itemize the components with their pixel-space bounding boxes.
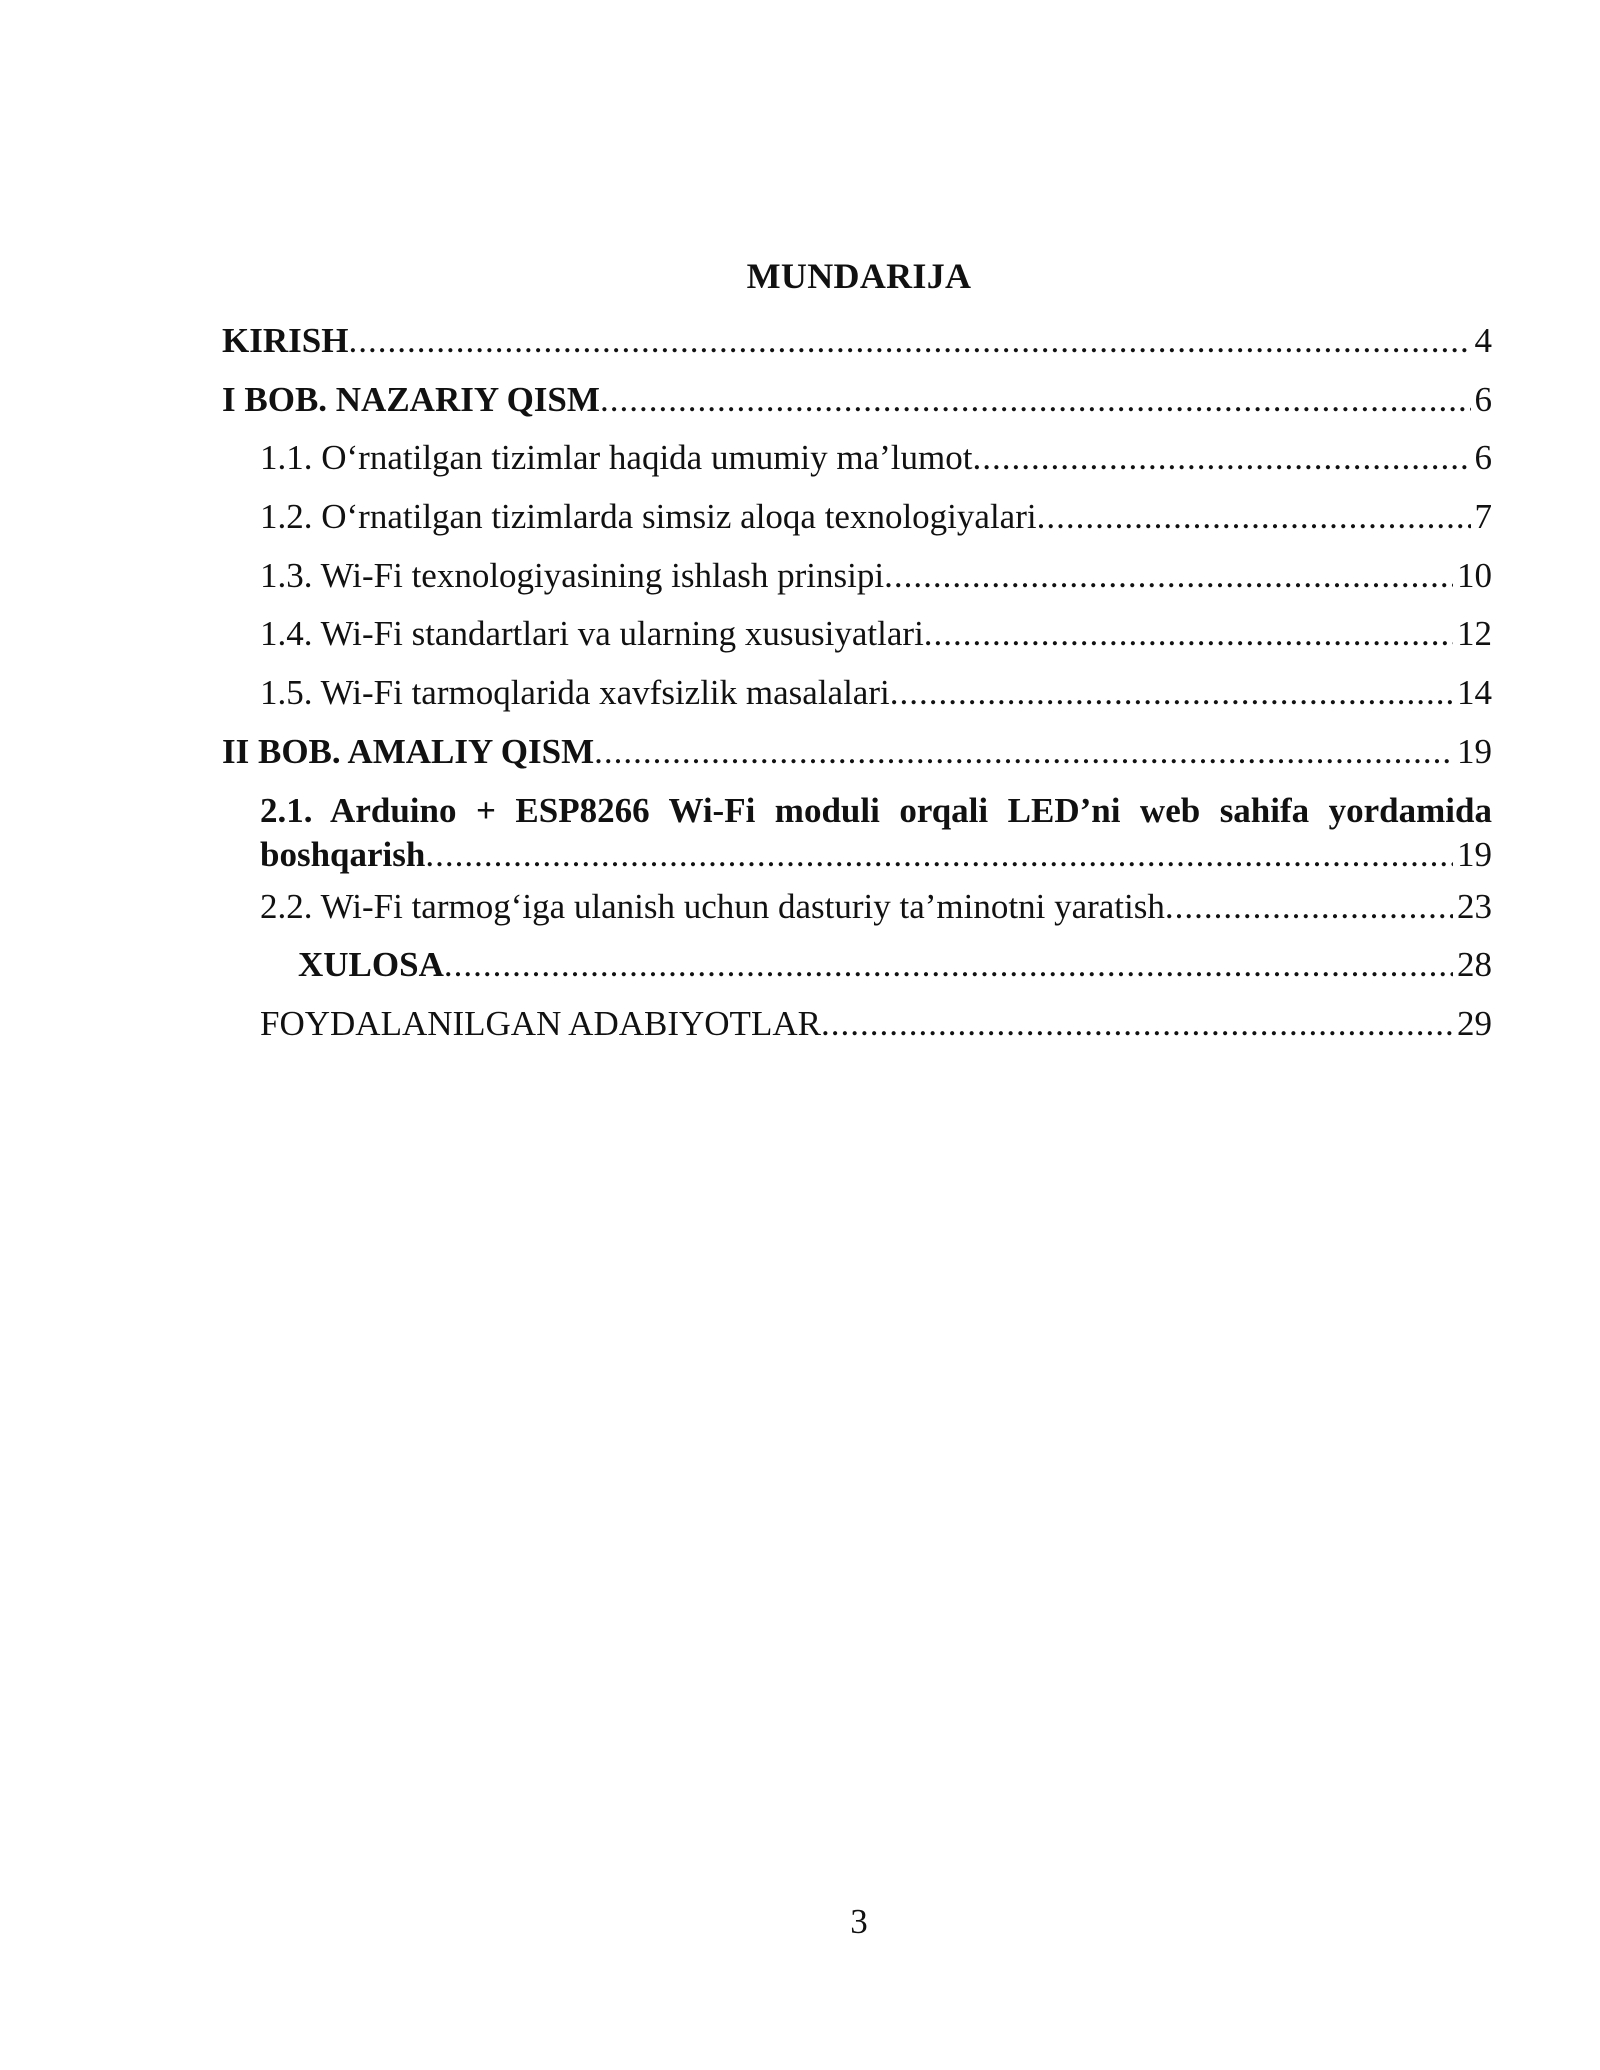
toc-leader-dots bbox=[1165, 878, 1453, 937]
toc-entry-kirish[interactable] bbox=[222, 312, 1492, 371]
toc-entry-label: 1.1. O‘rnatilgan tizimlar haqida umumiy ma’lumot bbox=[260, 438, 973, 478]
toc-entry-label: KIRISH bbox=[222, 321, 349, 360]
toc-entry-page: 12 bbox=[1457, 614, 1492, 654]
toc-leader-dots bbox=[821, 995, 1453, 1054]
toc-entry-page: 14 bbox=[1457, 673, 1492, 713]
page-number: 3 bbox=[850, 1902, 868, 1941]
toc-entry-label: XULOSA bbox=[298, 945, 444, 985]
toc-entry-page: 4 bbox=[1474, 321, 1492, 360]
toc-leader-dots bbox=[924, 605, 1453, 664]
toc-entry-1-1[interactable] bbox=[222, 429, 1492, 488]
toc-leader-dots bbox=[600, 371, 1471, 430]
toc-entry-2-2[interactable] bbox=[222, 878, 1492, 937]
toc-entry-1-3[interactable] bbox=[222, 547, 1492, 606]
toc-entry-page: 28 bbox=[1457, 945, 1492, 985]
toc-leader-dots bbox=[972, 429, 1470, 488]
toc-entry-label: 2.2. Wi-Fi tarmog‘iga ulanish uchun dasturiy ta’minotni yaratish bbox=[260, 886, 1165, 926]
toc-entry-page: 29 bbox=[1457, 1003, 1492, 1043]
toc-entry-page: 7 bbox=[1474, 497, 1492, 537]
toc-leader-dots bbox=[884, 547, 1453, 606]
toc-entry-label: FOYDALANILGAN ADABIYOTLAR bbox=[260, 1003, 821, 1043]
toc-entry-label-line1: 2.1. Arduino + ESP8266 Wi-Fi moduli orqali LED’ni web sahifa yordamida bbox=[260, 790, 1492, 830]
table-of-contents bbox=[222, 312, 1492, 1054]
toc-entry-chapter-1[interactable] bbox=[222, 371, 1492, 430]
toc-leader-dots bbox=[1037, 488, 1471, 547]
toc-entry-page: 19 bbox=[1457, 731, 1492, 771]
toc-entry-adabiyotlar[interactable] bbox=[222, 995, 1492, 1054]
toc-leader-dots bbox=[594, 723, 1453, 782]
toc-entry-xulosa[interactable] bbox=[222, 936, 1492, 995]
toc-leader-dots bbox=[444, 936, 1453, 995]
toc-entry-label: 1.5. Wi-Fi tarmoqlarida xavfsizlik masalalari bbox=[260, 673, 890, 713]
toc-leader-dots bbox=[425, 833, 1453, 877]
toc-entry-label: I BOB. NAZARIY QISM bbox=[222, 379, 600, 419]
toc-entry-chapter-2[interactable] bbox=[222, 723, 1492, 782]
toc-entry-page: 6 bbox=[1474, 379, 1492, 419]
toc-entry-page: 10 bbox=[1457, 555, 1492, 595]
toc-entry-2-1[interactable] bbox=[222, 789, 1492, 877]
toc-leader-dots bbox=[890, 664, 1453, 723]
toc-entry-label-line2: boshqarish bbox=[260, 834, 426, 874]
toc-entry-1-2[interactable] bbox=[222, 488, 1492, 547]
toc-entry-1-4[interactable] bbox=[222, 605, 1492, 664]
toc-entry-1-5[interactable] bbox=[222, 664, 1492, 723]
toc-entry-label: 1.3. Wi-Fi texnologiyasining ishlash prinsipi bbox=[260, 555, 885, 595]
toc-entry-page: 6 bbox=[1474, 438, 1492, 478]
toc-title: MUNDARIJA bbox=[746, 256, 972, 296]
toc-entry-page: 23 bbox=[1457, 886, 1492, 926]
toc-entry-label: 1.2. O‘rnatilgan tizimlarda simsiz aloqa texnologiyalari bbox=[260, 497, 1037, 537]
toc-entry-label: 1.4. Wi-Fi standartlari va ularning xususiyatlari bbox=[260, 614, 924, 654]
toc-leader-dots bbox=[348, 312, 1470, 371]
toc-entry-page: 19 bbox=[1457, 834, 1492, 874]
toc-entry-label: II BOB. AMALIY QISM bbox=[222, 731, 595, 771]
